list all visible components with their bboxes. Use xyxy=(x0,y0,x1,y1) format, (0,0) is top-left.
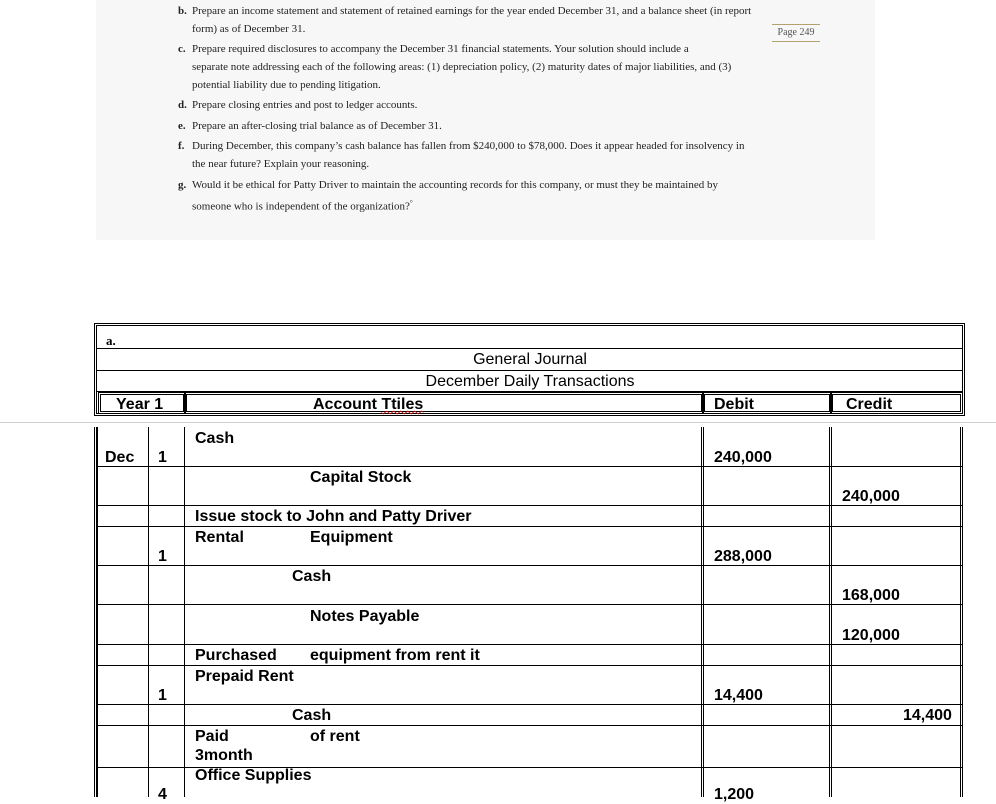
e4-debit-account: Office Supplies xyxy=(195,767,312,784)
spellcheck-word: Ttiles xyxy=(381,396,424,413)
e2-credit-amount-2: 120,000 xyxy=(842,627,900,644)
e3-memo-b: 3month xyxy=(195,747,253,764)
page-break-line xyxy=(0,422,996,423)
header-account-cell xyxy=(184,392,704,414)
textbook-excerpt xyxy=(96,0,875,240)
item-f: f. During December, this company’s cash balance has fallen from $240,000 to $78,000. Does it appear headed for insolvency in the near future? Explain your reasoning. xyxy=(178,140,745,170)
journal-subtitle: December Daily Transactions xyxy=(425,373,635,390)
e1-credit-amount: 240,000 xyxy=(842,488,900,505)
e2-debit-account-b: Equipment xyxy=(310,529,393,546)
e3-debit-amount: 14,400 xyxy=(714,687,763,704)
e3-credit-account: Cash xyxy=(292,707,332,724)
page-number-tag: Page 249 xyxy=(772,24,820,42)
header-debit: Debit xyxy=(714,396,754,413)
e4-day: 4 xyxy=(158,786,167,803)
e1-debit-amount: 240,000 xyxy=(714,449,772,466)
e2-memo-a: Purchased xyxy=(195,647,277,664)
e1-memo: Issue stock to John and Patty Driver xyxy=(195,508,472,525)
e3-credit-amount: 14,400 xyxy=(903,707,952,724)
e2-day: 1 xyxy=(158,548,167,565)
e1-debit-account: Cash xyxy=(195,430,235,447)
item-c: c. Prepare required disclosures to accompany the December 31 financial statements. Your solution should include a separate note addressing each of the following areas: (1) depreciation policy, (2) maturity dates of major liabilities, and (3) potential liability due to pending litigation. xyxy=(178,43,732,91)
e1-credit-account: Capital Stock xyxy=(310,469,412,486)
item-d: d. Prepare closing entries and post to ledger accounts. xyxy=(178,99,418,111)
item-e: e. Prepare an after-closing trial balance as of December 31. xyxy=(178,120,442,132)
item-g: g. Would it be ethical for Patty Driver to maintain the accounting records for this company, or must they be maintained by someone who is independent of the organization?° xyxy=(178,179,718,213)
header-account: Account Ttiles xyxy=(313,396,424,413)
e2-credit-amount-1: 168,000 xyxy=(842,587,900,604)
e2-debit-account-a: Rental xyxy=(195,529,244,546)
e3-memo-c: of rent xyxy=(310,728,360,745)
e2-credit-account-1: Cash xyxy=(292,568,332,585)
e3-debit-account: Prepaid Rent xyxy=(195,668,294,685)
e1-day: 1 xyxy=(158,449,167,466)
journal-title: General Journal xyxy=(473,351,587,368)
part-label: a. xyxy=(106,333,116,348)
e3-day: 1 xyxy=(158,687,167,704)
e2-memo-b: equipment from rent it xyxy=(310,647,480,664)
item-b: b. Prepare an income statement and statement of retained earnings for the year ended December 31, and a balance sheet (in report form) as of December 31. xyxy=(178,5,752,35)
e2-credit-account-2: Notes Payable xyxy=(310,608,420,625)
header-date: Year 1 xyxy=(116,396,164,413)
footnote-mark: ° xyxy=(409,199,413,207)
header-credit: Credit xyxy=(846,396,893,413)
month-label: Dec xyxy=(105,449,135,466)
e3-memo-a: Paid xyxy=(195,728,229,745)
e2-debit-amount: 288,000 xyxy=(714,548,772,565)
e4-debit-amount: 1,200 xyxy=(714,786,755,803)
